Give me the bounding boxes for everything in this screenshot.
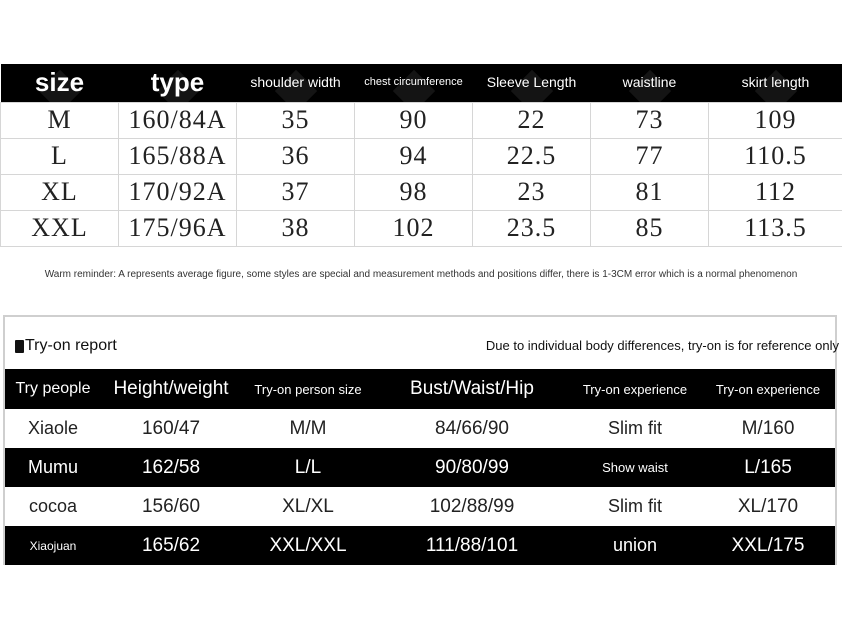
size-chart-cell: 110.5 [709,138,842,174]
size-chart-cell: 102 [355,210,473,246]
size-chart-row [1,102,842,138]
try-on-header: Try people [5,369,101,409]
try-on-cell: Slim fit [569,487,701,526]
try-on-header: Try-on experience [569,369,701,409]
try-on-cell: 90/80/99 [375,448,569,487]
try-on-report-header [5,317,839,369]
try-on-cell: 102/88/99 [375,487,569,526]
try-on-cell: Slim fit [569,409,701,448]
size-chart-cell: XXL [1,210,119,246]
size-chart-cell: 165/88A [119,138,237,174]
try-on-cell: M/160 [701,409,835,448]
size-chart-cell: 85 [591,210,709,246]
try-on-cell: 165/62 [101,526,241,565]
size-chart-row [1,138,842,174]
size-chart-header: skirt length [709,64,842,102]
warm-reminder-text: Warm reminder: A represents average figure, some styles are special and measurement methods and positions differ, there is 1-3CM error which is a normal phenomenon [44,269,798,280]
size-chart-cell: 160/84A [119,102,237,138]
size-chart-cell: 90 [355,102,473,138]
try-on-cell: XL/XL [241,487,375,526]
try-on-cell: 111/88/101 [375,526,569,565]
try-on-cell: M/M [241,409,375,448]
size-chart-cell: 23 [473,174,591,210]
try-on-header: Bust/Waist/Hip [375,369,569,409]
size-chart-cell: XL [1,174,119,210]
size-chart-cell: 109 [709,102,842,138]
size-chart-header: Sleeve Length [473,64,591,102]
size-chart-cell: 113.5 [709,210,842,246]
report-marker-icon [15,340,24,353]
size-chart-cell: 94 [355,138,473,174]
try-on-cell: 162/58 [101,448,241,487]
size-chart-cell: L [1,138,119,174]
try-on-cell: 160/47 [101,409,241,448]
try-on-cell: XXL/XXL [241,526,375,565]
size-chart-cell: 37 [237,174,355,210]
size-chart-row [1,210,842,246]
size-chart-cell: 38 [237,210,355,246]
try-on-header-row [5,369,835,409]
try-on-cell: Mumu [5,448,101,487]
size-chart-header: shoulder width [237,64,355,102]
size-chart-table [0,64,842,247]
try-on-row [5,409,835,448]
size-chart-header: chest circumference [355,64,473,102]
try-on-cell: Show waist [569,448,701,487]
try-on-row [5,487,835,526]
try-on-cell: cocoa [5,487,101,526]
try-on-cell: Xiaole [5,409,101,448]
size-chart-cell: 35 [237,102,355,138]
report-title [15,337,117,355]
size-chart-cell: 77 [591,138,709,174]
try-on-cell: 156/60 [101,487,241,526]
size-chart-header: waistline [591,64,709,102]
try-on-header: Try-on person size [241,369,375,409]
size-chart-cell: 36 [237,138,355,174]
try-on-cell: L/L [241,448,375,487]
try-on-header: Height/weight [101,369,241,409]
try-on-table [5,369,835,565]
size-chart-cell: M [1,102,119,138]
try-on-report-panel [3,315,837,565]
size-chart-cell: 22.5 [473,138,591,174]
size-chart-cell: 23.5 [473,210,591,246]
report-title-text: Try-on report [25,337,117,354]
size-chart-header: type [119,64,237,102]
size-chart-row [1,174,842,210]
size-chart-cell: 170/92A [119,174,237,210]
try-on-row [5,448,835,487]
size-chart-cell: 175/96A [119,210,237,246]
try-on-row [5,526,835,565]
size-chart-header-row [1,64,842,102]
try-on-cell: 84/66/90 [375,409,569,448]
try-on-header: Try-on experience [701,369,835,409]
try-on-cell: XL/170 [701,487,835,526]
size-chart-cell: 22 [473,102,591,138]
try-on-cell: L/165 [701,448,835,487]
report-disclaimer: Due to individual body differences, try-on is for reference only [485,338,839,353]
size-chart-cell: 73 [591,102,709,138]
size-chart-cell: 112 [709,174,842,210]
try-on-cell: union [569,526,701,565]
size-chart-cell: 98 [355,174,473,210]
size-chart-header: size [1,64,119,102]
try-on-cell: XXL/175 [701,526,835,565]
size-chart-cell: 81 [591,174,709,210]
try-on-cell: Xiaojuan [5,526,101,565]
